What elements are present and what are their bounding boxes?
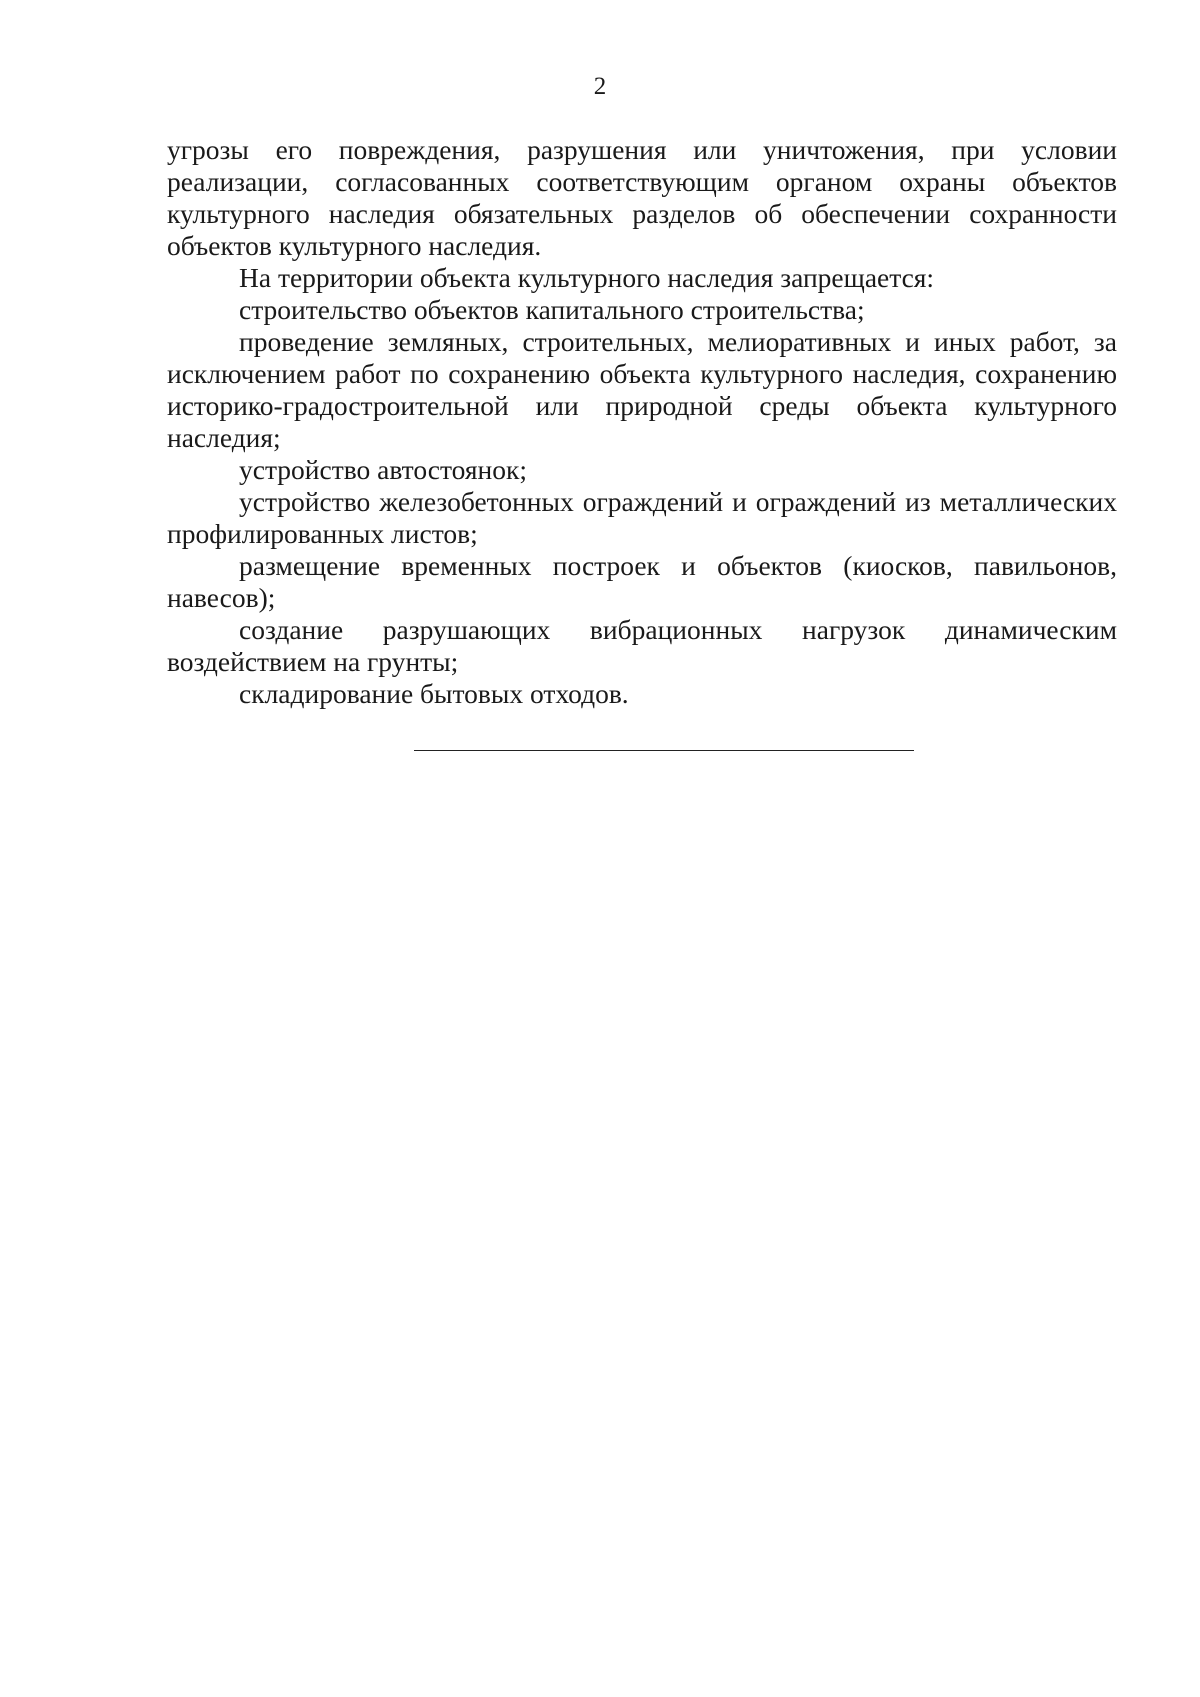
paragraph-prohibitions-intro: На территории объекта культурного наследия запрещается: <box>239 262 935 293</box>
prohibition-item: строительство объектов капитального строительства; <box>239 294 865 325</box>
end-separator-line <box>414 750 914 751</box>
paragraph-continuation: угрозы его повреждения, разрушения или уничтожения, при условии реализации, согласованных соответствующим органом охраны объектов культурного наследия обязательных разделов об обеспечении сохранности объектов культурного наследия. <box>167 134 1117 261</box>
prohibition-item: устройство автостоянок; <box>239 454 527 485</box>
prohibition-item: складирование бытовых отходов. <box>239 678 629 709</box>
prohibition-item: размещение временных построек и объектов (киосков, павильонов, навесов); <box>167 550 1117 613</box>
prohibition-item: устройство железобетонных ограждений и ограждений из металлических профилированных листов; <box>167 486 1117 549</box>
document-body <box>167 134 1117 710</box>
page-number: 2 <box>593 73 607 100</box>
prohibition-item: создание разрушающих вибрационных нагрузок динамическим воздействием на грунты; <box>167 614 1117 677</box>
prohibition-item: проведение земляных, строительных, мелиоративных и иных работ, за исключением работ по сохранению объекта культурного наследия, сохранению историко-градостроительной или природной среды объекта культурного наследия; <box>167 326 1117 453</box>
